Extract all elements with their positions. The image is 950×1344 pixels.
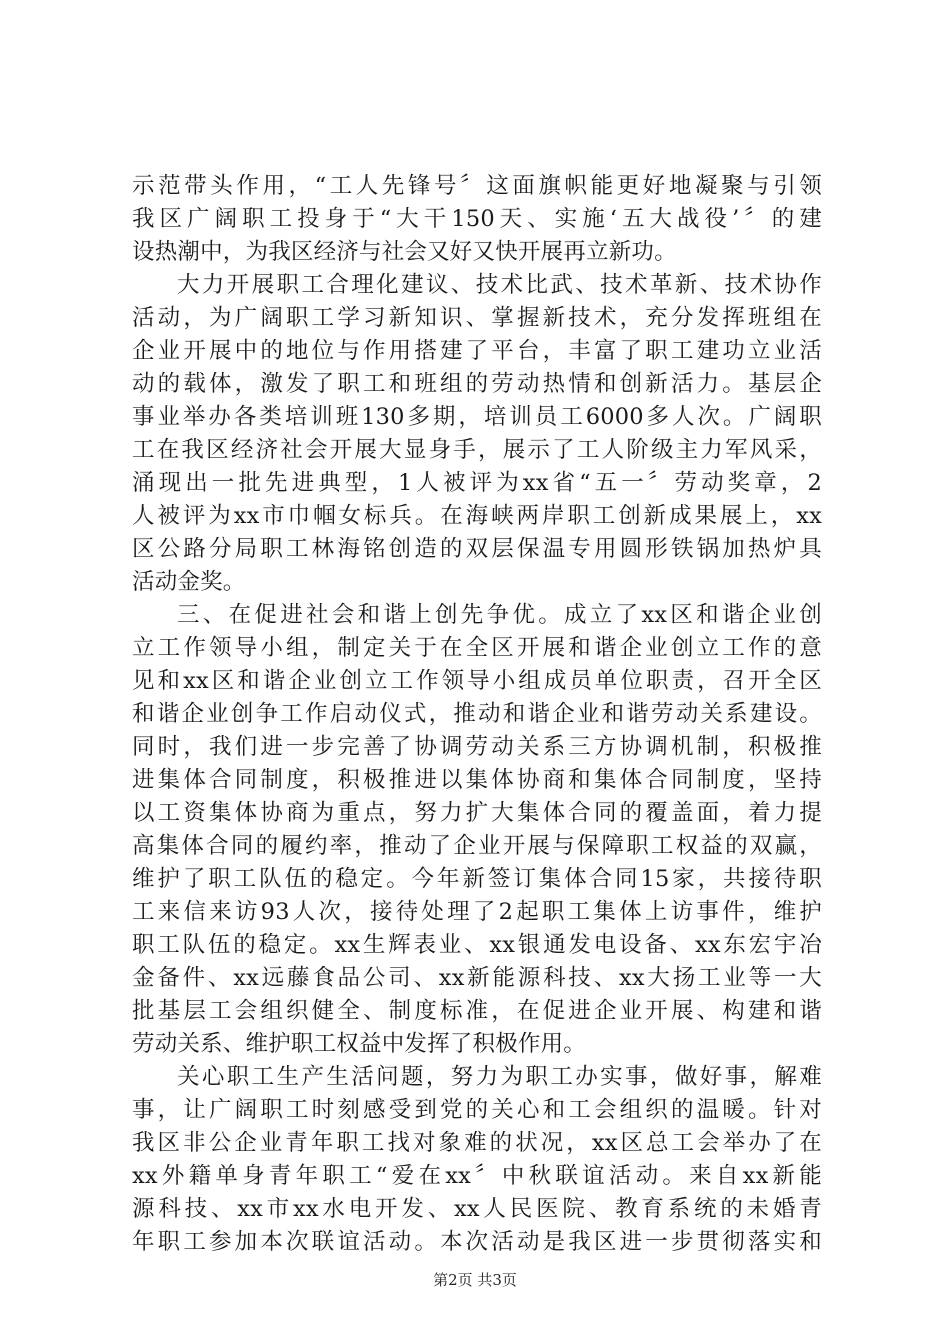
text-line: 劳动关系、维护职工权益中发挥了积极作用。 — [132, 1031, 587, 1057]
text-line: 立工作领导小组，制定关于在全区开展和谐企业创立工作的意 — [132, 635, 822, 661]
text-line: 和谐企业创争工作启动仪式，推动和谐企业和谐劳动关系建设。 — [132, 701, 822, 727]
text-line: 工来信来访93人次，接待处理了2起职工集体上访事件，维护 — [132, 899, 822, 925]
text-line: 涌现出一批先进典型，1人被评为xx省“五一〞劳动奖章，2 — [132, 470, 822, 496]
text-line: 我区非公企业青年职工找对象难的状况，xx区总工会举办了在 — [132, 1130, 822, 1156]
text-line: 金备件、xx远藤食品公司、xx新能源科技、xx大扬工业等一大 — [132, 965, 822, 991]
text-line: 活动，为广阔职工学习新知识、掌握新技术，充分发挥班组在 — [132, 305, 822, 331]
text-line: 同时，我们进一步完善了协调劳动关系三方协调机制，积极推 — [132, 734, 822, 760]
text-line: 见和xx区和谐企业创立工作领导小组成员单位职责，召开全区 — [132, 668, 822, 694]
text-line: 年职工参加本次联谊活动。本次活动是我区进一步贯彻落实和 — [132, 1229, 822, 1255]
text-line: 关心职工生产生活问题，努力为职工办实事，做好事，解难 — [177, 1064, 822, 1090]
text-line: 以工资集体协商为重点，努力扩大集体合同的覆盖面，着力提 — [132, 800, 822, 826]
text-line: 动的载体，激发了职工和班组的劳动热情和创新活力。基层企 — [132, 371, 822, 397]
text-line: 事业举办各类培训班130多期，培训员工6000多人次。广阔职 — [132, 404, 822, 430]
text-line: 活动金奖。 — [132, 569, 246, 595]
text-line: 职工队伍的稳定。xx生辉表业、xx银通发电设备、xx东宏宇冶 — [132, 932, 822, 958]
text-line: 工在我区经济社会开展大显身手，展示了工人阶级主力军风采， — [132, 437, 822, 463]
text-line: 我区广阔职工投身于“大干150天、实施‘五大战役’〞的建 — [132, 206, 822, 232]
text-line: 三、在促进社会和谐上创先争优。成立了xx区和谐企业创 — [177, 602, 822, 628]
text-line: 大力开展职工合理化建议、技术比武、技术革新、技术协作 — [177, 272, 822, 298]
text-line: xx外籍单身青年职工“爱在xx〞中秋联谊活动。来自xx新能 — [132, 1163, 822, 1189]
text-line: 批基层工会组织健全、制度标准，在促进企业开展、构建和谐 — [132, 998, 822, 1024]
text-line: 事，让广阔职工时刻感受到党的关心和工会组织的温暖。针对 — [132, 1097, 822, 1123]
text-line: 企业开展中的地位与作用搭建了平台，丰富了职工建功立业活 — [132, 338, 822, 364]
text-line: 维护了职工队伍的稳定。今年新签订集体合同15家，共接待职 — [132, 866, 822, 892]
text-line: 示范带头作用，“工人先锋号〞这面旗帜能更好地凝聚与引领 — [132, 173, 822, 199]
page-footer: 第2页 共3页 — [433, 1271, 517, 1289]
text-line: 区公路分局职工林海铭创造的双层保温专用圆形铁锅加热炉具 — [132, 536, 822, 562]
text-line: 进集体合同制度，积极推进以集体协商和集体合同制度，坚持 — [132, 767, 822, 793]
text-line: 设热潮中，为我区经济与社会又好又快开展再立新功。 — [132, 239, 677, 265]
document-body — [132, 170, 822, 1259]
text-line: 人被评为xx市巾帼女标兵。在海峡两岸职工创新成果展上，xx — [132, 503, 822, 529]
text-line: 高集体合同的履约率，推动了企业开展与保障职工权益的双赢， — [132, 833, 822, 859]
text-line: 源科技、xx市xx水电开发、xx人民医院、教育系统的未婚青 — [132, 1196, 822, 1222]
